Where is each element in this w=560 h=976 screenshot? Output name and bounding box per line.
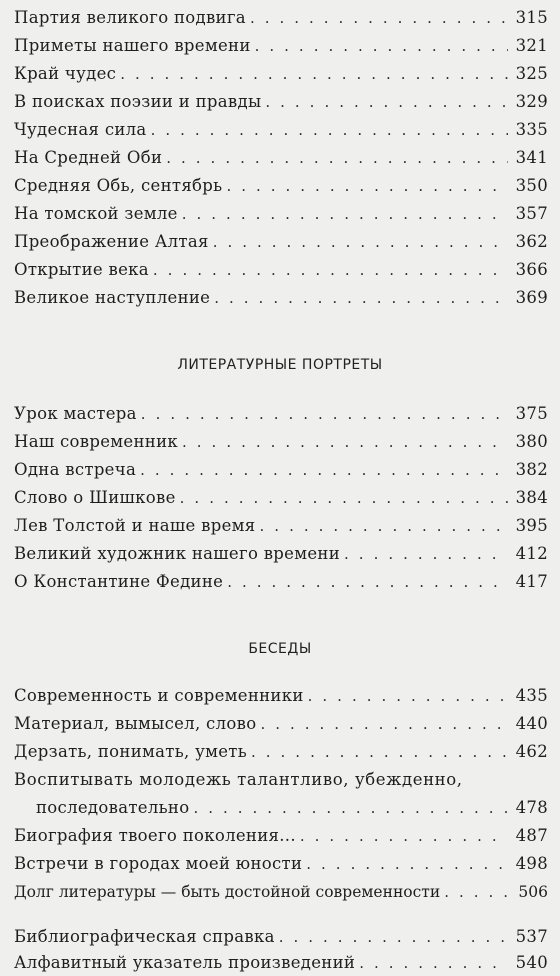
leader-dots xyxy=(306,851,508,877)
leader-dots xyxy=(182,201,508,227)
section-heading: БЕСЕДЫ xyxy=(248,641,312,657)
entry-page: 325 xyxy=(515,64,548,83)
toc-entry[interactable] xyxy=(14,851,548,877)
leader-dots xyxy=(193,795,508,821)
leader-dots xyxy=(308,683,508,709)
entry-title: Великое наступление xyxy=(14,288,211,307)
entry-page: 440 xyxy=(515,714,548,733)
entry-page: 315 xyxy=(515,8,548,27)
entry-page: 395 xyxy=(515,516,548,535)
leader-dots xyxy=(213,229,508,255)
toc-entry[interactable] xyxy=(14,683,548,709)
entry-title: Встречи в городах моей юности xyxy=(14,854,303,873)
entry-page: 382 xyxy=(515,460,548,479)
toc-entry[interactable] xyxy=(14,401,548,427)
entry-page: 506 xyxy=(518,883,548,901)
leader-dots xyxy=(260,513,508,539)
leader-dots xyxy=(226,173,508,199)
toc-entry[interactable] xyxy=(14,457,548,483)
entry-title: О Константине Федине xyxy=(14,572,224,591)
toc-entry[interactable] xyxy=(14,950,548,976)
entry-title: На томской земле xyxy=(14,204,178,223)
toc-entry[interactable] xyxy=(14,61,548,87)
leader-dots xyxy=(265,89,508,115)
section-heading: ЛИТЕРАТУРНЫЕ ПОРТРЕТЫ xyxy=(177,357,383,373)
entry-title: Алфавитный указатель произведений xyxy=(14,953,356,972)
leader-dots xyxy=(300,823,508,849)
toc-entry[interactable] xyxy=(14,5,548,31)
toc-entry[interactable] xyxy=(14,485,548,511)
entry-page: 537 xyxy=(515,927,548,946)
toc-entry[interactable] xyxy=(14,569,548,595)
entry-title: Приметы нашего времени xyxy=(14,36,251,55)
toc-entry[interactable] xyxy=(14,429,548,455)
entry-title: Биография твоего поколения... xyxy=(14,826,296,845)
toc-entry[interactable] xyxy=(14,879,548,905)
toc-entry[interactable] xyxy=(14,33,548,59)
entry-title: Открытие века xyxy=(14,260,149,279)
toc-entry[interactable] xyxy=(14,89,548,115)
entry-title: Воспитывать молодежь талантливо, убежденно, xyxy=(14,770,463,789)
entry-title: Средняя Обь, сентябрь xyxy=(14,176,223,195)
entry-title: Библиографическая справка xyxy=(14,927,275,946)
entry-title: Урок мастера xyxy=(14,404,137,423)
entry-page: 412 xyxy=(515,544,548,563)
leader-dots xyxy=(214,285,508,311)
entry-page: 487 xyxy=(515,826,548,845)
entry-page: 478 xyxy=(515,798,548,817)
entry-title: Великий художник нашего времени xyxy=(14,544,341,563)
entry-title: Одна встреча xyxy=(14,460,137,479)
entry-title: Чудесная сила xyxy=(14,120,147,139)
entry-title: В поисках поэзии и правды xyxy=(14,92,262,111)
toc-entry[interactable] xyxy=(14,173,548,199)
toc-entry[interactable] xyxy=(14,711,548,737)
leader-dots xyxy=(141,401,508,427)
toc-entry[interactable] xyxy=(14,924,548,950)
leader-dots xyxy=(250,5,508,31)
entry-page: 462 xyxy=(515,742,548,761)
entry-title: Слово о Шишкове xyxy=(14,488,176,507)
entry-page: 321 xyxy=(515,36,548,55)
entry-page: 362 xyxy=(515,232,548,251)
leader-dots xyxy=(359,950,508,976)
toc-entry[interactable] xyxy=(14,201,548,227)
entry-page: 417 xyxy=(515,572,548,591)
entry-page: 341 xyxy=(515,148,548,167)
toc-entry[interactable] xyxy=(14,823,548,849)
entry-title: Партия великого подвига xyxy=(14,8,246,27)
entry-page: 357 xyxy=(515,204,548,223)
toc-entry[interactable] xyxy=(14,229,548,255)
leader-dots xyxy=(227,569,508,595)
leader-dots xyxy=(260,711,508,737)
toc-entry[interactable] xyxy=(14,145,548,171)
toc-entry[interactable] xyxy=(14,117,548,143)
entry-page: 329 xyxy=(515,92,548,111)
entry-page: 384 xyxy=(515,488,548,507)
entry-title: Дерзать, понимать, уметь xyxy=(14,742,247,761)
leader-dots xyxy=(444,879,508,905)
entry-title: Преображение Алтая xyxy=(14,232,209,251)
entry-page: 369 xyxy=(515,288,548,307)
toc-entry[interactable] xyxy=(14,285,548,311)
leader-dots xyxy=(166,145,508,171)
leader-dots xyxy=(153,257,508,283)
leader-dots xyxy=(344,541,508,567)
entry-page: 498 xyxy=(515,854,548,873)
entry-title: На Средней Оби xyxy=(14,148,163,167)
leader-dots xyxy=(120,61,508,87)
entry-page: 366 xyxy=(515,260,548,279)
toc-entry-line2[interactable] xyxy=(36,795,548,821)
entry-title: Материал, вымысел, слово xyxy=(14,714,257,733)
entry-page: 540 xyxy=(515,953,548,972)
leader-dots xyxy=(251,739,508,765)
entry-title-continued: последовательно xyxy=(36,798,190,817)
toc-entry[interactable] xyxy=(14,739,548,765)
toc-entry[interactable] xyxy=(14,513,548,539)
leader-dots xyxy=(140,457,508,483)
leader-dots xyxy=(279,924,508,950)
leader-dots xyxy=(255,33,508,59)
toc-entry[interactable] xyxy=(14,541,548,567)
entry-title: Наш современник xyxy=(14,432,179,451)
entry-title: Лев Толстой и наше время xyxy=(14,516,256,535)
entry-page: 350 xyxy=(515,176,548,195)
toc-entry[interactable] xyxy=(14,257,548,283)
leader-dots xyxy=(182,429,508,455)
leader-dots xyxy=(151,117,508,143)
entry-page: 380 xyxy=(515,432,548,451)
entry-title: Современность и современники xyxy=(14,686,304,705)
entry-page: 335 xyxy=(515,120,548,139)
entry-title: Долг литературы — быть достойной современности xyxy=(14,883,441,901)
toc-entry-line1[interactable] xyxy=(14,767,548,793)
entry-page: 375 xyxy=(515,404,548,423)
entry-page: 435 xyxy=(515,686,548,705)
leader-dots xyxy=(180,485,508,511)
entry-title: Край чудес xyxy=(14,64,117,83)
